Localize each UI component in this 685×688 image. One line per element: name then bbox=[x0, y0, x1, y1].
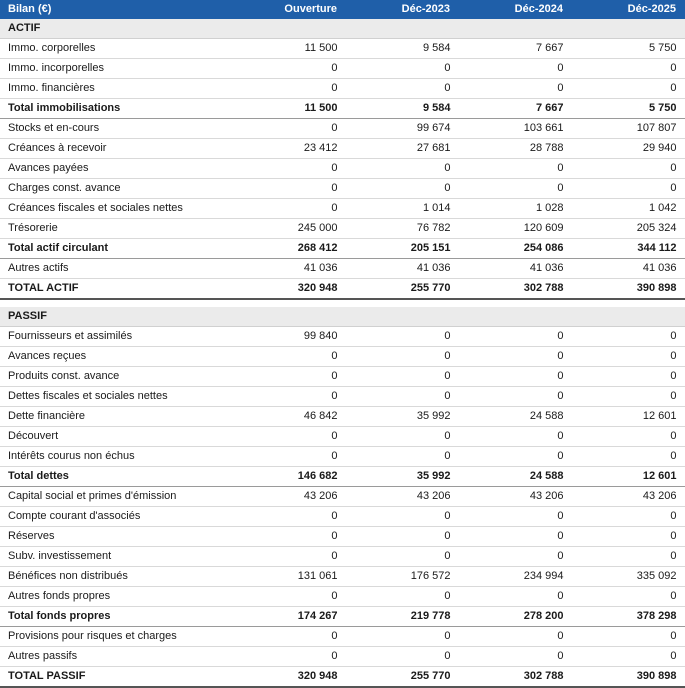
row-value: 0 bbox=[572, 527, 685, 547]
row-value: 255 770 bbox=[346, 667, 459, 688]
table-row bbox=[0, 199, 685, 219]
row-value: 0 bbox=[346, 387, 459, 407]
row-value: 344 112 bbox=[572, 239, 685, 259]
row-value: 0 bbox=[233, 387, 346, 407]
row-value: 0 bbox=[346, 447, 459, 467]
row-label: Découvert bbox=[0, 427, 233, 447]
row-value: 5 750 bbox=[572, 39, 685, 59]
row-label: Avances reçues bbox=[0, 347, 233, 367]
row-label: Total immobilisations bbox=[0, 99, 233, 119]
row-label: Total dettes bbox=[0, 467, 233, 487]
row-value: 146 682 bbox=[233, 467, 346, 487]
row-value: 43 206 bbox=[572, 487, 685, 507]
table-row bbox=[0, 119, 685, 139]
header-column-ouverture: Ouverture bbox=[233, 0, 346, 19]
row-value: 0 bbox=[459, 367, 572, 387]
row-label: Trésorerie bbox=[0, 219, 233, 239]
row-value: 35 992 bbox=[346, 407, 459, 427]
row-value: 0 bbox=[572, 447, 685, 467]
row-value: 9 584 bbox=[346, 39, 459, 59]
row-value: 0 bbox=[459, 507, 572, 527]
row-value: 5 750 bbox=[572, 99, 685, 119]
row-value: 0 bbox=[572, 627, 685, 647]
table-row bbox=[0, 179, 685, 199]
table-row bbox=[0, 667, 685, 688]
table-row bbox=[0, 139, 685, 159]
row-value: 1 028 bbox=[459, 199, 572, 219]
row-value: 0 bbox=[459, 159, 572, 179]
row-value: 0 bbox=[346, 507, 459, 527]
row-value: 0 bbox=[459, 627, 572, 647]
row-label: TOTAL PASSIF bbox=[0, 667, 233, 688]
header-column-dec-2025: Déc-2025 bbox=[572, 0, 685, 19]
row-value: 9 584 bbox=[346, 99, 459, 119]
table-row bbox=[0, 239, 685, 259]
row-value: 0 bbox=[572, 547, 685, 567]
row-value: 320 948 bbox=[233, 279, 346, 300]
row-value: 254 086 bbox=[459, 239, 572, 259]
table-row bbox=[0, 567, 685, 587]
row-value: 35 992 bbox=[346, 467, 459, 487]
table-row bbox=[0, 219, 685, 239]
row-value: 219 778 bbox=[346, 607, 459, 627]
row-label: Produits const. avance bbox=[0, 367, 233, 387]
table-row bbox=[0, 507, 685, 527]
row-value: 0 bbox=[233, 179, 346, 199]
header-column-dec-2024: Déc-2024 bbox=[459, 0, 572, 19]
row-value: 0 bbox=[233, 587, 346, 607]
row-value: 0 bbox=[572, 59, 685, 79]
row-value: 7 667 bbox=[459, 99, 572, 119]
row-value: 41 036 bbox=[572, 259, 685, 279]
row-value: 0 bbox=[459, 527, 572, 547]
row-label: Compte courant d'associés bbox=[0, 507, 233, 527]
row-value: 0 bbox=[459, 179, 572, 199]
row-value: 41 036 bbox=[459, 259, 572, 279]
row-value: 0 bbox=[572, 347, 685, 367]
row-value: 0 bbox=[233, 627, 346, 647]
row-value: 0 bbox=[233, 59, 346, 79]
row-value: 99 674 bbox=[346, 119, 459, 139]
row-value: 268 412 bbox=[233, 239, 346, 259]
table-header bbox=[0, 0, 685, 19]
row-value: 43 206 bbox=[346, 487, 459, 507]
row-value: 0 bbox=[346, 347, 459, 367]
row-value: 0 bbox=[572, 647, 685, 667]
row-label: Stocks et en-cours bbox=[0, 119, 233, 139]
table-row bbox=[0, 367, 685, 387]
row-label: Avances payées bbox=[0, 159, 233, 179]
row-value: 0 bbox=[233, 199, 346, 219]
row-value: 390 898 bbox=[572, 667, 685, 688]
row-label: Charges const. avance bbox=[0, 179, 233, 199]
row-label: Total actif circulant bbox=[0, 239, 233, 259]
row-value: 234 994 bbox=[459, 567, 572, 587]
row-value: 0 bbox=[233, 547, 346, 567]
row-value: 320 948 bbox=[233, 667, 346, 688]
row-value: 12 601 bbox=[572, 407, 685, 427]
row-label: Autres actifs bbox=[0, 259, 233, 279]
row-value: 27 681 bbox=[346, 139, 459, 159]
row-value: 0 bbox=[233, 447, 346, 467]
row-label: Immo. financières bbox=[0, 79, 233, 99]
row-value: 43 206 bbox=[459, 487, 572, 507]
row-value: 0 bbox=[459, 647, 572, 667]
row-value: 0 bbox=[346, 587, 459, 607]
row-value: 335 092 bbox=[572, 567, 685, 587]
table-row bbox=[0, 347, 685, 367]
table-row bbox=[0, 79, 685, 99]
row-label: Bénéfices non distribués bbox=[0, 567, 233, 587]
row-value: 0 bbox=[459, 387, 572, 407]
table-row bbox=[0, 607, 685, 627]
row-value: 0 bbox=[346, 179, 459, 199]
table-row bbox=[0, 447, 685, 467]
row-label: PASSIF bbox=[0, 307, 685, 327]
row-value: 120 609 bbox=[459, 219, 572, 239]
row-value: 99 840 bbox=[233, 327, 346, 347]
table-row bbox=[0, 99, 685, 119]
row-value: 0 bbox=[346, 547, 459, 567]
spacer-cell bbox=[0, 299, 685, 307]
row-value: 0 bbox=[459, 547, 572, 567]
table-row bbox=[0, 587, 685, 607]
table-row bbox=[0, 647, 685, 667]
row-value: 43 206 bbox=[233, 487, 346, 507]
row-label: Dette financière bbox=[0, 407, 233, 427]
row-value: 0 bbox=[346, 647, 459, 667]
row-label: Capital social et primes d'émission bbox=[0, 487, 233, 507]
table-row bbox=[0, 307, 685, 327]
row-value: 205 151 bbox=[346, 239, 459, 259]
row-value: 0 bbox=[346, 327, 459, 347]
row-label: Autres fonds propres bbox=[0, 587, 233, 607]
row-value: 29 940 bbox=[572, 139, 685, 159]
row-value: 0 bbox=[572, 179, 685, 199]
row-value: 12 601 bbox=[572, 467, 685, 487]
row-value: 41 036 bbox=[346, 259, 459, 279]
row-label: Fournisseurs et assimilés bbox=[0, 327, 233, 347]
header-row bbox=[0, 0, 685, 19]
row-value: 0 bbox=[459, 327, 572, 347]
row-value: 0 bbox=[572, 79, 685, 99]
row-value: 0 bbox=[572, 387, 685, 407]
table-row bbox=[0, 527, 685, 547]
row-value: 0 bbox=[346, 367, 459, 387]
row-value: 7 667 bbox=[459, 39, 572, 59]
row-value: 0 bbox=[459, 347, 572, 367]
row-value: 0 bbox=[346, 527, 459, 547]
row-value: 11 500 bbox=[233, 39, 346, 59]
row-value: 0 bbox=[572, 507, 685, 527]
row-value: 378 298 bbox=[572, 607, 685, 627]
row-label: Immo. corporelles bbox=[0, 39, 233, 59]
header-title: Bilan (€) bbox=[0, 0, 233, 19]
row-label: Total fonds propres bbox=[0, 607, 233, 627]
row-label: Créances à recevoir bbox=[0, 139, 233, 159]
row-value: 0 bbox=[233, 347, 346, 367]
header-column-dec-2023: Déc-2023 bbox=[346, 0, 459, 19]
table-body bbox=[0, 19, 685, 687]
row-value: 0 bbox=[459, 59, 572, 79]
row-value: 205 324 bbox=[572, 219, 685, 239]
table-row bbox=[0, 387, 685, 407]
table-row bbox=[0, 259, 685, 279]
row-value: 0 bbox=[459, 79, 572, 99]
row-value: 0 bbox=[572, 587, 685, 607]
row-value: 0 bbox=[459, 447, 572, 467]
table-row bbox=[0, 467, 685, 487]
row-value: 103 661 bbox=[459, 119, 572, 139]
table-row bbox=[0, 279, 685, 300]
row-value: 1 014 bbox=[346, 199, 459, 219]
row-value: 245 000 bbox=[233, 219, 346, 239]
row-value: 302 788 bbox=[459, 279, 572, 300]
table-row bbox=[0, 407, 685, 427]
row-value: 41 036 bbox=[233, 259, 346, 279]
spacer-row bbox=[0, 299, 685, 307]
row-value: 0 bbox=[233, 427, 346, 447]
row-value: 0 bbox=[346, 79, 459, 99]
row-value: 46 842 bbox=[233, 407, 346, 427]
row-value: 0 bbox=[233, 507, 346, 527]
row-value: 23 412 bbox=[233, 139, 346, 159]
row-value: 107 807 bbox=[572, 119, 685, 139]
table-row bbox=[0, 427, 685, 447]
row-value: 1 042 bbox=[572, 199, 685, 219]
row-value: 131 061 bbox=[233, 567, 346, 587]
row-label: Réserves bbox=[0, 527, 233, 547]
row-value: 390 898 bbox=[572, 279, 685, 300]
row-value: 302 788 bbox=[459, 667, 572, 688]
row-value: 0 bbox=[459, 427, 572, 447]
row-value: 0 bbox=[233, 367, 346, 387]
row-value: 76 782 bbox=[346, 219, 459, 239]
table-row bbox=[0, 627, 685, 647]
row-value: 0 bbox=[572, 159, 685, 179]
table-row bbox=[0, 19, 685, 39]
row-label: Créances fiscales et sociales nettes bbox=[0, 199, 233, 219]
row-label: ACTIF bbox=[0, 19, 685, 39]
row-value: 0 bbox=[346, 159, 459, 179]
row-value: 174 267 bbox=[233, 607, 346, 627]
row-value: 11 500 bbox=[233, 99, 346, 119]
row-value: 0 bbox=[572, 427, 685, 447]
row-value: 0 bbox=[233, 119, 346, 139]
row-value: 0 bbox=[346, 59, 459, 79]
row-value: 0 bbox=[459, 587, 572, 607]
row-value: 0 bbox=[233, 79, 346, 99]
table-row bbox=[0, 487, 685, 507]
table-row bbox=[0, 547, 685, 567]
row-value: 0 bbox=[346, 427, 459, 447]
row-label: Immo. incorporelles bbox=[0, 59, 233, 79]
row-label: TOTAL ACTIF bbox=[0, 279, 233, 300]
row-value: 0 bbox=[233, 647, 346, 667]
row-value: 278 200 bbox=[459, 607, 572, 627]
row-value: 0 bbox=[233, 527, 346, 547]
row-value: 0 bbox=[572, 367, 685, 387]
row-label: Provisions pour risques et charges bbox=[0, 627, 233, 647]
row-value: 255 770 bbox=[346, 279, 459, 300]
row-label: Subv. investissement bbox=[0, 547, 233, 567]
row-label: Intérêts courus non échus bbox=[0, 447, 233, 467]
row-label: Dettes fiscales et sociales nettes bbox=[0, 387, 233, 407]
row-value: 0 bbox=[572, 327, 685, 347]
row-value: 24 588 bbox=[459, 407, 572, 427]
row-value: 24 588 bbox=[459, 467, 572, 487]
row-value: 0 bbox=[233, 159, 346, 179]
row-label: Autres passifs bbox=[0, 647, 233, 667]
table-row bbox=[0, 327, 685, 347]
table-row bbox=[0, 39, 685, 59]
table-row bbox=[0, 59, 685, 79]
row-value: 28 788 bbox=[459, 139, 572, 159]
row-value: 0 bbox=[346, 627, 459, 647]
table-row bbox=[0, 159, 685, 179]
row-value: 176 572 bbox=[346, 567, 459, 587]
